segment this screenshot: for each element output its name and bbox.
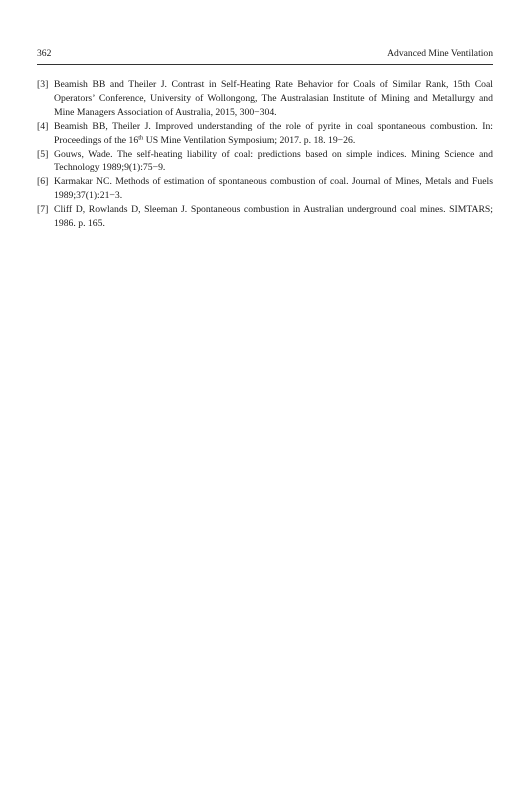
reference-item-5 <box>37 148 493 176</box>
running-header <box>37 47 493 61</box>
reference-number: [5] <box>37 148 49 160</box>
reference-text-part: US Mine Ventilation Symposium; 2017. p. 18. 19−26. <box>143 134 356 146</box>
reference-number: [6] <box>37 176 49 188</box>
reference-text-part: Beamish BB, Theiler J. Improved understanding of the role of pyrite in coal spontaneous combustion. In: Proceedings of the 16 <box>54 120 493 146</box>
reference-number: [3] <box>37 79 49 90</box>
reference-number: [4] <box>37 120 49 132</box>
reference-text <box>54 120 493 148</box>
page-number: 362 <box>37 48 52 59</box>
running-title: Advanced Mine Ventilation <box>387 48 493 59</box>
reference-text: Cliff D, Rowlands D, Sleeman J. Spontaneous combustion in Australian underground coal mines. SIMTARS; 1986. p. 165. <box>54 204 493 230</box>
reference-item-6 <box>37 175 493 203</box>
reference-text: Beamish BB and Theiler J. Contrast in Self-Heating Rate Behavior for Coals of Similar Rank, 15th Coal Operators’ Conference, University of Wollongong, The Australasian Institute of Mining and Metallurgy and Mine Managers Association of Australia, 2015, 300−304. <box>54 79 493 118</box>
reference-item-7 <box>37 203 493 231</box>
reference-item-4 <box>37 120 493 148</box>
reference-item-3 <box>37 78 493 120</box>
reference-number: [7] <box>37 204 49 216</box>
reference-text: Gouws, Wade. The self-heating liability of coal: predictions based on simple indices. Mining Science and Technology 1989;9(1):75−9. <box>54 148 493 174</box>
reference-text: Karmakar NC. Methods of estimation of spontaneous combustion of coal. Journal of Mines, Metals and Fuels 1989;37(1):21−3. <box>54 176 493 202</box>
reference-list <box>37 78 493 231</box>
header-rule <box>37 64 493 65</box>
ordinal-superscript: th <box>138 134 144 142</box>
